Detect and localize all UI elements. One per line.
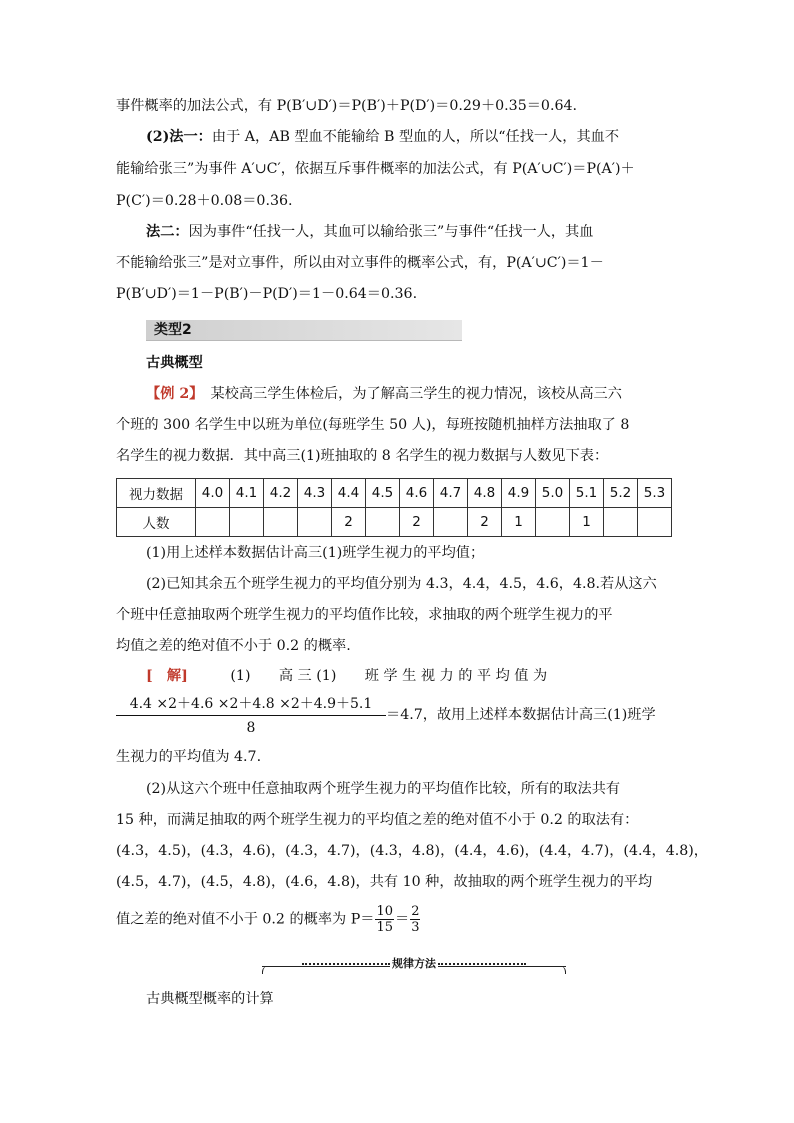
table-cell: 2 xyxy=(468,508,502,537)
table-cell xyxy=(638,508,672,537)
table-cell xyxy=(604,508,638,537)
table-row xyxy=(117,508,672,537)
text-line xyxy=(146,221,682,243)
method-one-label: (2)法一： xyxy=(146,129,212,145)
table-cell: 5.0 xyxy=(536,479,570,508)
type-banner xyxy=(146,320,462,341)
table-cell xyxy=(264,508,298,537)
table-cell: 2 xyxy=(400,508,434,537)
fraction-numerator: 10 xyxy=(376,904,393,919)
table-cell: 4.6 xyxy=(400,479,434,508)
text-line: (2)从这六个班中任意抽取两个班学生视力的平均值作比较，所有的取法共有 xyxy=(146,781,621,797)
table-cell xyxy=(230,508,264,537)
probability-fraction xyxy=(375,904,394,935)
probability-fraction-simplified xyxy=(410,904,420,935)
table-cell xyxy=(434,508,468,537)
text-line xyxy=(146,665,682,687)
table-cell: 4.9 xyxy=(502,479,536,508)
text-line: P(C′)＝0.28＋0.08＝0.36. xyxy=(116,193,293,209)
section-title: 古典概型 xyxy=(146,355,203,371)
equals-sign: ＝ xyxy=(395,911,410,928)
table-cell: 2 xyxy=(332,508,366,537)
text-span: (1) 高 三 (1) 班 学 生 视 力 的 平 均 值 为 xyxy=(230,668,548,684)
table-row xyxy=(117,479,672,508)
vision-data-table xyxy=(116,478,672,537)
text-line xyxy=(116,904,682,935)
table-cell: 1 xyxy=(570,508,604,537)
table-cell: 4.4 xyxy=(332,479,366,508)
rule-method-divider xyxy=(262,958,566,974)
example-tag: 【例 2】 xyxy=(146,386,197,402)
type-label: 类型2 xyxy=(154,322,192,338)
text-span: 因为事件“任找一人，其血可以输给张三”与事件“任找一人，其血 xyxy=(188,224,594,240)
table-cell xyxy=(366,508,400,537)
text-line: P(B′∪D′)＝1－P(B′)－P(D′)＝1－0.64＝0.36. xyxy=(116,286,418,302)
table-header-cell: 视力数据 xyxy=(117,479,196,508)
table-cell: 5.1 xyxy=(570,479,604,508)
fraction-numerator: 4.4 ×2＋4.6 ×2＋4.8 ×2＋4.9＋5.1 xyxy=(116,694,386,716)
question-line: (1)用上述样本数据估计高三(1)班学生视力的平均值； xyxy=(146,545,485,561)
table-cell xyxy=(536,508,570,537)
table-cell xyxy=(196,508,230,537)
fraction-numerator: 2 xyxy=(411,904,420,919)
fraction-denominator: 8 xyxy=(246,720,256,736)
text-line: (4.3，4.5)，(4.3，4.6)，(4.3，4.7)，(4.3，4.8)，(4.4，4.6)，(4.4，4.7)，(4.4，4.8)， xyxy=(116,843,708,859)
text-line xyxy=(146,383,712,405)
question-line: (2)已知其余五个班学生视力的平均值分别为 4.3，4.4，4.5，4.6，4.8.若从这六 xyxy=(146,576,657,592)
table-cell: 4.7 xyxy=(434,479,468,508)
table-cell: 5.2 xyxy=(604,479,638,508)
fraction-denominator: 15 xyxy=(376,920,393,935)
method-two-label: 法二： xyxy=(146,224,189,240)
mean-fraction xyxy=(116,694,386,738)
text-span: 由于 A，AB 型血不能输给 B 型血的人，所以“任找一人，其血不 xyxy=(211,129,620,145)
table-cell: 1 xyxy=(502,508,536,537)
text-span: 某校高三学生体检后，为了解高三学生的视力情况，该校从高三六 xyxy=(210,386,622,402)
table-cell: 4.2 xyxy=(264,479,298,508)
text-line: 名学生的视力数据．其中高三(1)班抽取的 8 名学生的视力数据与人数见下表： xyxy=(116,448,609,464)
table-cell: 4.0 xyxy=(196,479,230,508)
dotted-decoration xyxy=(302,963,390,965)
table-cell: 4.3 xyxy=(298,479,332,508)
solution-tag: [ 解] xyxy=(146,668,188,684)
text-line xyxy=(146,126,682,148)
table-cell: 4.8 xyxy=(468,479,502,508)
fraction-denominator: 3 xyxy=(411,920,420,935)
rule-method-label: 规律方法 xyxy=(392,957,436,970)
text-line: 能输给张三”为事件 A′∪C′，依据互斥事件概率的加法公式，有 P(A′∪C′)＝P(A′)＋ xyxy=(116,161,635,177)
text-line: 15 种，而满足抽取的两个班学生视力的平均值之差的绝对值不小于 0.2 的取法有： xyxy=(116,812,639,828)
text-line: 生视力的平均值为 4.7. xyxy=(116,749,262,765)
question-line: 个班中任意抽取两个班学生视力的平均值作比较，求抽取的两个班学生视力的平 xyxy=(116,607,613,623)
table-cell xyxy=(298,508,332,537)
table-header-cell: 人数 xyxy=(117,508,196,537)
table-cell: 4.1 xyxy=(230,479,264,508)
text-line: 事件概率的加法公式，有 P(B′∪D′)＝P(B′)＋P(D′)＝0.29＋0.35＝0.64. xyxy=(116,98,578,114)
text-line: ＝4.7，故用上述样本数据估计高三(1)班学 xyxy=(386,707,656,723)
text-line: 不能输给张三”是对立事件，所以由对立事件的概率公式，有，P(A′∪C′)＝1－ xyxy=(116,255,604,271)
text-span: 值之差的绝对值不小于 0.2 的概率为 P＝ xyxy=(116,911,375,928)
table-cell: 4.5 xyxy=(366,479,400,508)
table-cell: 5.3 xyxy=(638,479,672,508)
dotted-decoration xyxy=(438,963,526,965)
text-line: (4.5，4.7)，(4.5，4.8)，(4.6，4.8)，共有 10 种，故抽取的两个班学生视力的平均 xyxy=(116,874,653,890)
text-line: 个班的 300 名学生中以班为单位(每班学生 50 人)，每班按随机抽样方法抽取了 8 xyxy=(116,417,630,433)
question-line: 均值之差的绝对值不小于 0.2 的概率. xyxy=(116,638,351,654)
text-line: 古典概型概率的计算 xyxy=(146,991,274,1007)
